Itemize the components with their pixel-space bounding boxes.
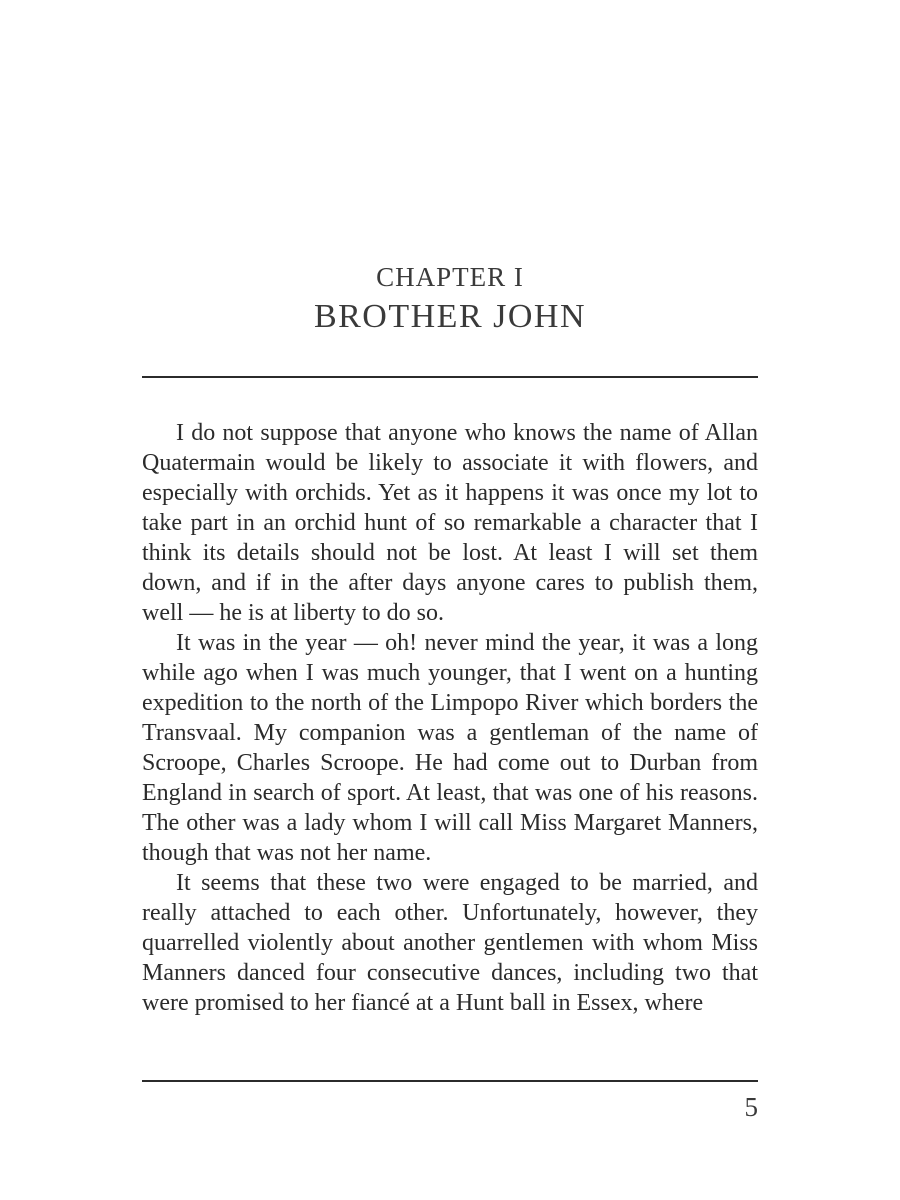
footer-divider	[142, 1080, 758, 1082]
chapter-title: BROTHER JOHN	[313, 298, 587, 335]
paragraph: It was in the year — oh! never mind the year, it was a long while ago when I was much younger, that I went on a hunting expedition to the north of the Limpopo River which borders the Transvaal. My companion was a gentleman of the name of Scroope, Charles Scroope. He had come out to Durban from England in search of sport. At least, that was one of his reasons. The other was a lady whom I will call Miss Margaret Manners, though that was not her name.	[142, 630, 758, 866]
chapter-label: CHAPTER I	[376, 262, 524, 292]
chapter-body	[142, 418, 758, 1018]
paragraph: It seems that these two were engaged to be married, and really attached to each other. Unfortunately, however, they quarrelled violently about another gentlemen with whom Miss Manners danced four consecutive dances, including two that were promised to her fiancé at a Hunt ball in Essex, where	[142, 870, 758, 1016]
header-divider	[142, 376, 758, 378]
paragraph: I do not suppose that anyone who knows the name of Allan Quatermain would be likely to associate it with flowers, and especially with orchids. Yet as it happens it was once my lot to take part in an orchid hunt of so remarkable a character that I think its details should not be lost. At least I will set them down, and if in the after days anyone cares to publish them, well — he is at liberty to do so.	[142, 420, 758, 626]
page-number: 5	[744, 1092, 758, 1122]
